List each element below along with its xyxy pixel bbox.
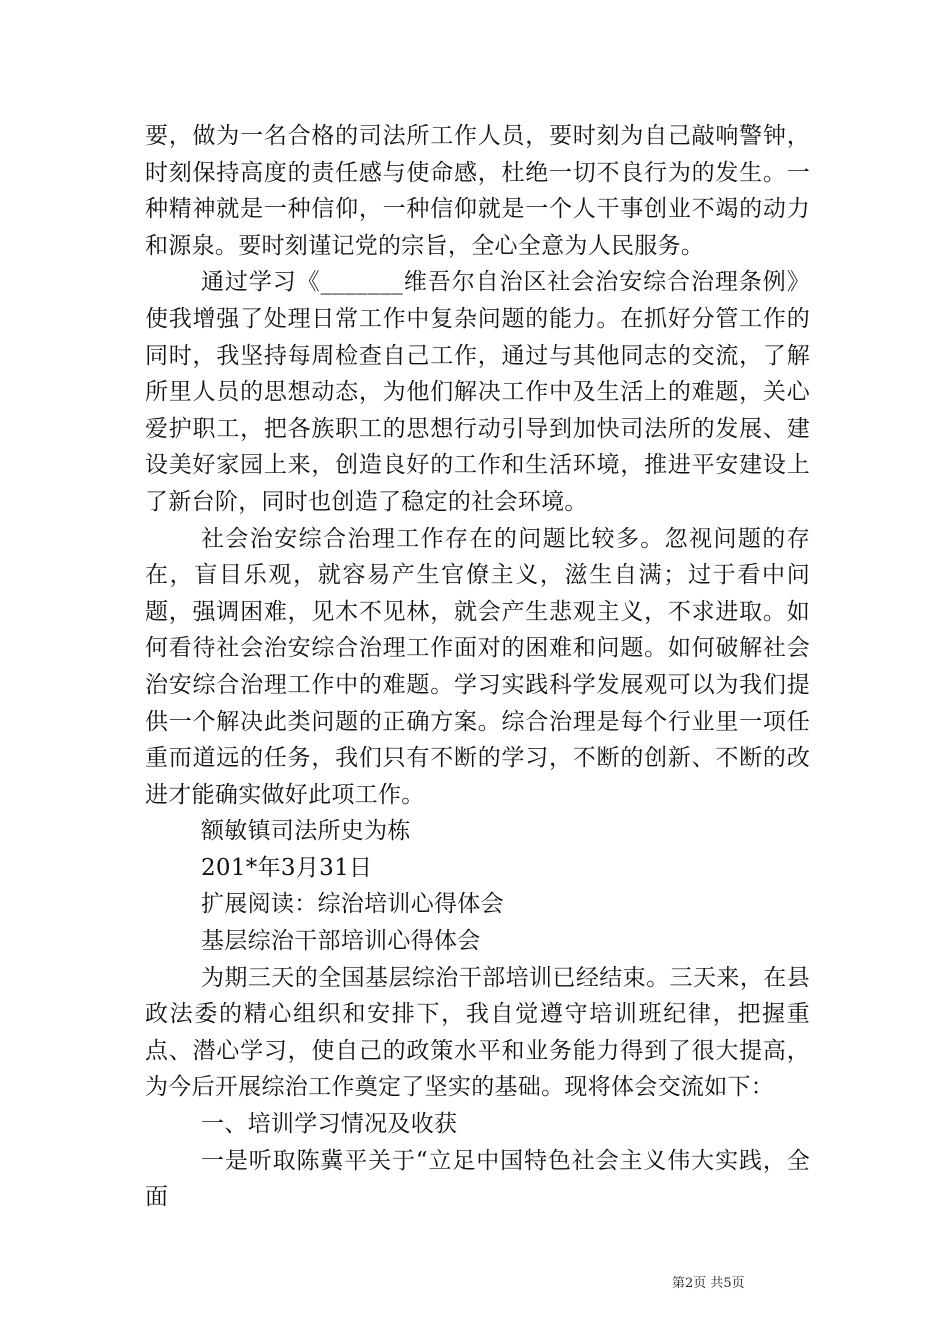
paragraph-5: 一是听取陈冀平关于“立足中国特色社会主义伟大实践，全面 [145, 1147, 810, 1211]
section-title: 基层综治干部培训心得体会 [201, 928, 481, 955]
paragraph-4: 为期三天的全国基层综治干部培训已经结束。三天来，在县政法委的精心组织和安排下，我自觉遵守培训班纪律，把握重点、潜心学习，使自己的政策水平和业务能力得到了很大提高，为今后开展综治工作奠定了坚实的基础。现将体会交流如下： [145, 964, 810, 1101]
paragraph-1: 要，做为一名合格的司法所工作人员，要时刻为自己敲响警钟，时刻保持高度的责任感与使命感，杜绝一切不良行为的发生。一种精神就是一种信仰，一种信仰就是一个人干事创业不竭的动力和源泉。要时刻谨记党的宗旨，全心全意为人民服务。 [145, 123, 810, 259]
signature-line: 额敏镇司法所史为栋 [201, 818, 411, 845]
extended-reading-line: 扩展阅读：综治培训心得体会 [201, 891, 504, 918]
subheading: 一、培训学习情况及收获 [201, 1111, 458, 1138]
date-line: 201*年3月31日 [201, 854, 373, 881]
document-body [145, 118, 810, 1216]
paragraph-3: 社会治安综合治理工作存在的问题比较多。忽视问题的存在，盲目乐观，就容易产生官僚主义，滋生自满；过于看中问题，强调困难，见木不见林，就会产生悲观主义，不求进取。如何看待社会治安综合治理工作面对的困难和问题。如何破解社会治安综合治理工作中的难题。学习实践科学发展观可以为我们提供一个解决此类问题的正确方案。综合治理是每个行业里一项任重而道远的任务，我们只有不断的学习，不断的创新、不断的改进才能确实做好此项工作。 [145, 525, 810, 808]
page-number-footer: 第2页 共5页 [672, 1276, 745, 1291]
paragraph-2: 通过学习《_______维吾尔自治区社会治安综合治理条例》使我增强了处理日常工作中复杂问题的能力。在抓好分管工作的同时，我坚持每周检查自己工作，通过与其他同志的交流，了解所里人员的思想动态，为他们解决工作中及生活上的难题，关心爱护职工，把各族职工的思想行动引导到加快司法所的发展、建设美好家园上来，创造良好的工作和生活环境，推进平安建设上了新台阶，同时也创造了稳定的社会环境。 [145, 269, 810, 515]
